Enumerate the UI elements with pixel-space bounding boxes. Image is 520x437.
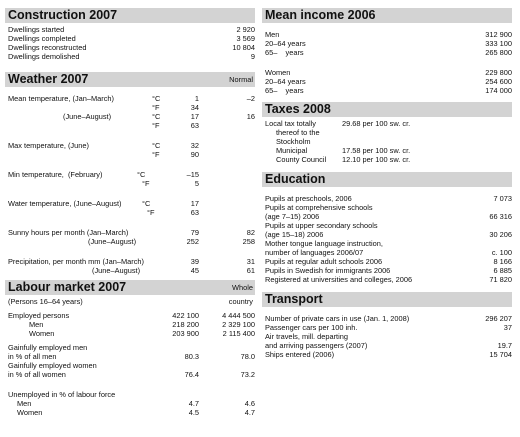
weather-header — [5, 72, 255, 87]
row-label: (age 7–15) 2006 — [265, 212, 320, 221]
unit-label: °C — [152, 112, 161, 121]
row-value: 7 073 — [493, 194, 512, 203]
right-column — [262, 8, 512, 359]
transport-row — [262, 332, 512, 341]
row-label: Sunny hours per month (Jan–March) — [8, 228, 129, 237]
row-value: 15 704 — [489, 350, 512, 359]
construction-row — [5, 52, 255, 61]
tax-row — [262, 155, 512, 164]
transport-row — [262, 350, 512, 359]
tax-row — [262, 146, 512, 155]
row-value: 218 200 — [172, 320, 199, 329]
construction-row — [5, 25, 255, 34]
unit-label: °F — [147, 208, 155, 217]
weather-row — [5, 150, 255, 159]
row-value: 174 000 — [485, 86, 512, 95]
row-value: 90 — [190, 150, 199, 159]
row-label: Precipitation, per month mm (Jan–March) — [8, 257, 144, 266]
labour-subtitle-row — [5, 297, 255, 306]
row-value: 30 206 — [489, 230, 512, 239]
normal-value: 82 — [246, 228, 255, 237]
weather-row — [5, 228, 255, 237]
row-value: 6 885 — [493, 266, 512, 275]
row-value: 12.10 per 100 sw. cr. — [342, 155, 411, 164]
normal-value: 31 — [246, 257, 255, 266]
row-label: Pupils at comprehensive schools — [265, 203, 373, 212]
row-label: 65– years — [265, 48, 304, 57]
education-row — [262, 248, 512, 257]
country-value: 73.2 — [240, 370, 255, 379]
row-label: Registered at universities and colleges, 2006 — [265, 275, 413, 284]
row-value: 80.3 — [184, 352, 199, 361]
country-column-header: country — [228, 297, 253, 306]
transport-row — [262, 323, 512, 332]
unit-label: °C — [142, 199, 151, 208]
row-value: 71 820 — [489, 275, 512, 284]
row-value: 66 316 — [489, 212, 512, 221]
labour-title: Labour market 2007 — [8, 280, 127, 294]
row-value: 229 800 — [485, 68, 512, 77]
row-label: Men — [17, 399, 32, 408]
row-value: 63 — [190, 208, 199, 217]
row-label: Dwellings started — [8, 25, 65, 34]
row-label: Stockholm — [276, 137, 311, 146]
row-value: 265 800 — [485, 48, 512, 57]
row-label: Unemployed in % of labour force — [8, 390, 116, 399]
row-label: Water temperature, (June–August) — [8, 199, 122, 208]
weather-row — [5, 199, 255, 208]
row-label: Men — [29, 320, 44, 329]
country-value: 2 329 100 — [222, 320, 255, 329]
labour-row — [5, 361, 255, 370]
labour-row — [5, 390, 255, 399]
row-label: Pupils at preschools, 2006 — [265, 194, 352, 203]
left-column — [5, 8, 255, 417]
unit-label: °C — [152, 94, 161, 103]
tax-row — [262, 128, 512, 137]
income-row — [262, 77, 512, 86]
income-header: Mean income 2006 — [262, 8, 512, 23]
tax-row — [262, 137, 512, 146]
weather-row — [5, 237, 255, 246]
row-value: 39 — [190, 257, 199, 266]
normal-value: 16 — [246, 112, 255, 121]
row-label: Dwellings reconstructed — [8, 43, 87, 52]
row-value: 5 — [194, 179, 199, 188]
row-label: Mother tongue language instruction, — [265, 239, 383, 248]
labour-subtitle: (Persons 16–64 years) — [8, 297, 83, 306]
row-value: –15 — [186, 170, 199, 179]
row-value: 9 — [250, 52, 255, 61]
row-label: Gainfully employed men — [8, 343, 88, 352]
row-value: 19.7 — [497, 341, 512, 350]
row-label: Passenger cars per 100 inh. — [265, 323, 358, 332]
unit-label: °C — [137, 170, 146, 179]
income-row — [262, 30, 512, 39]
education-row — [262, 257, 512, 266]
row-value: 254 600 — [485, 77, 512, 86]
row-value: 32 — [190, 141, 199, 150]
education-row — [262, 194, 512, 203]
row-label: 65– years — [265, 86, 304, 95]
row-label: Pupils in Swedish for immigrants 2006 — [265, 266, 391, 275]
weather-row — [5, 257, 255, 266]
row-value: 29.68 per 100 sw. cr. — [342, 119, 411, 128]
transport-row — [262, 341, 512, 350]
education-row — [262, 221, 512, 230]
weather-row — [5, 170, 255, 179]
row-value: 79 — [190, 228, 199, 237]
row-value: c. 100 — [491, 248, 512, 257]
labour-row — [5, 320, 255, 329]
row-label: in % of all women — [8, 370, 66, 379]
transport-header: Transport — [262, 292, 512, 307]
labour-row — [5, 370, 255, 379]
row-label: Local tax totally — [265, 119, 316, 128]
row-label: (age 15–18) 2006 — [265, 230, 324, 239]
row-label: thereof to the — [276, 128, 320, 137]
row-value: 17 — [190, 199, 199, 208]
normal-value: –2 — [246, 94, 255, 103]
row-label: Employed persons — [8, 311, 70, 320]
education-row — [262, 212, 512, 221]
country-value: 4 444 500 — [222, 311, 255, 320]
row-value: 45 — [190, 266, 199, 275]
row-label: Dwellings demolished — [8, 52, 80, 61]
row-value: 10 804 — [232, 43, 255, 52]
row-label: (June–August) — [92, 266, 141, 275]
construction-row — [5, 34, 255, 43]
labour-row — [5, 352, 255, 361]
row-label: Min temperature, (February) — [8, 170, 103, 179]
country-value: 78.0 — [240, 352, 255, 361]
row-value: 4.5 — [188, 408, 199, 417]
labour-row — [5, 399, 255, 408]
row-label: County Council — [276, 155, 327, 164]
row-value: 3 569 — [236, 34, 255, 43]
row-label: Dwellings completed — [8, 34, 76, 43]
row-value: 76.4 — [184, 370, 199, 379]
construction-row — [5, 43, 255, 52]
country-value: 2 115 400 — [222, 329, 255, 338]
unit-label: °F — [152, 103, 160, 112]
country-value: 4.6 — [244, 399, 255, 408]
row-label: Max temperature, (June) — [8, 141, 89, 150]
education-row — [262, 266, 512, 275]
row-value: 1 — [194, 94, 199, 103]
income-row — [262, 39, 512, 48]
row-value: 296 207 — [485, 314, 512, 323]
education-header: Education — [262, 172, 512, 187]
row-label: Mean temperature, (Jan–March) — [8, 94, 114, 103]
weather-row — [5, 208, 255, 217]
row-value: 34 — [190, 103, 199, 112]
labour-row — [5, 343, 255, 352]
row-label: 20–64 years — [265, 77, 306, 86]
row-label: Women — [265, 68, 291, 77]
labour-row — [5, 408, 255, 417]
row-value: 17 — [190, 112, 199, 121]
weather-row — [5, 266, 255, 275]
row-value: 333 100 — [485, 39, 512, 48]
whole-column-header: Whole — [232, 283, 253, 292]
row-value: 422 100 — [172, 311, 199, 320]
income-row — [262, 48, 512, 57]
labour-row — [5, 329, 255, 338]
unit-label: °F — [142, 179, 150, 188]
row-value: 252 — [186, 237, 199, 246]
weather-row — [5, 103, 255, 112]
country-value: 4.7 — [244, 408, 255, 417]
tax-row — [262, 119, 512, 128]
row-value: 4.7 — [188, 399, 199, 408]
row-label: Air travels, mill. departing — [265, 332, 348, 341]
weather-row — [5, 112, 255, 121]
row-value: 2 920 — [236, 25, 255, 34]
construction-header: Construction 2007 — [5, 8, 255, 23]
education-row — [262, 239, 512, 248]
row-label: number of languages 2006/07 — [265, 248, 364, 257]
row-label: Men — [265, 30, 280, 39]
row-value: 8 166 — [493, 257, 512, 266]
row-label: Pupils at upper secondary schools — [265, 221, 378, 230]
row-label: (June–August) — [63, 112, 112, 121]
taxes-header: Taxes 2008 — [262, 102, 512, 117]
education-row — [262, 230, 512, 239]
education-row — [262, 203, 512, 212]
weather-row — [5, 141, 255, 150]
labour-header — [5, 280, 255, 295]
row-value: 17.58 per 100 sw. cr. — [342, 146, 411, 155]
row-value: 203 900 — [172, 329, 199, 338]
row-label: Municipal — [276, 146, 308, 155]
row-label: Women — [17, 408, 43, 417]
row-label: Ships entered (2006) — [265, 350, 335, 359]
unit-label: °C — [152, 141, 161, 150]
income-row — [262, 68, 512, 77]
normal-column-header: Normal — [229, 75, 253, 84]
row-value: 312 900 — [485, 30, 512, 39]
weather-row — [5, 121, 255, 130]
unit-label: °F — [152, 150, 160, 159]
weather-row — [5, 179, 255, 188]
weather-title: Weather 2007 — [8, 72, 89, 86]
row-label: Pupils at regular adult schools 2006 — [265, 257, 383, 266]
row-label: (June–August) — [88, 237, 137, 246]
weather-row — [5, 94, 255, 103]
row-label: Women — [29, 329, 55, 338]
row-value: 37 — [503, 323, 512, 332]
labour-row — [5, 311, 255, 320]
unit-label: °F — [152, 121, 160, 130]
normal-value: 61 — [246, 266, 255, 275]
row-label: 20–64 years — [265, 39, 306, 48]
income-row — [262, 86, 512, 95]
transport-row — [262, 314, 512, 323]
education-row — [262, 275, 512, 284]
row-label: Gainfully employed women — [8, 361, 97, 370]
row-label: in % of all men — [8, 352, 57, 361]
normal-value: 258 — [242, 237, 255, 246]
row-label: and arriving passengers (2007) — [265, 341, 368, 350]
row-value: 63 — [190, 121, 199, 130]
row-label: Number of private cars in use (Jan. 1, 2008) — [265, 314, 410, 323]
